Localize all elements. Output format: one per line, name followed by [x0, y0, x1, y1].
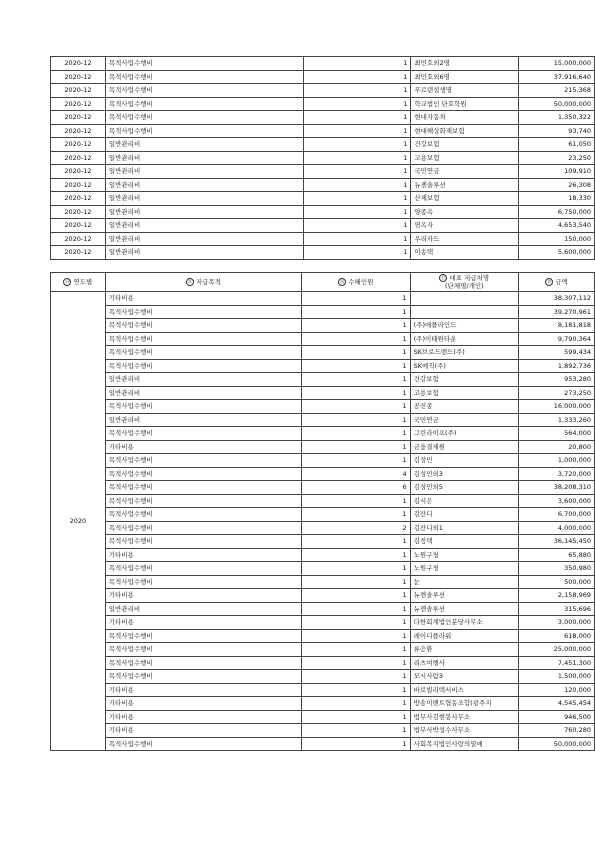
cell-amount: 953,280	[519, 373, 595, 387]
cell-payee: 건강보험	[411, 138, 518, 152]
cell-payee: 최민호외2명	[411, 57, 518, 71]
table-row	[51, 373, 595, 387]
cell-payee: 공진종	[410, 400, 518, 414]
cell-recipients: 1	[303, 205, 411, 219]
table-row	[51, 319, 595, 333]
cell-purpose: 목적사업수행비	[105, 535, 301, 549]
table-row	[51, 508, 595, 522]
cell-amount: 273,250	[519, 386, 595, 400]
cell-payee: 눈	[410, 575, 518, 589]
cell-recipients: 1	[302, 589, 411, 603]
cell-amount: 15,000,000	[518, 57, 594, 71]
cell-purpose: 기타비용	[105, 724, 301, 738]
cell-amount: 599,434	[519, 346, 595, 360]
cell-amount: 38,208,310	[519, 481, 595, 495]
cell-recipients: 1	[302, 373, 411, 387]
cell-amount: 1,333,260	[519, 413, 595, 427]
table-row	[51, 670, 595, 684]
cell-purpose: 목적사업수행비	[105, 508, 301, 522]
cell-amount: 4,653,540	[518, 219, 594, 233]
cell-amount: 760,280	[519, 724, 595, 738]
cell-amount: 18,330	[518, 192, 594, 206]
cell-amount: 1,000,000	[519, 454, 595, 468]
table-row	[51, 346, 595, 360]
cell-amount: 4,000,000	[519, 521, 595, 535]
cell-date: 2020-12	[51, 111, 106, 125]
cell-recipients: 1	[302, 332, 411, 346]
cell-payee: 뉴젠솔루션	[411, 178, 518, 192]
cell-recipients: 1	[303, 84, 411, 98]
cell-date: 2020-12	[51, 192, 106, 206]
cell-recipients: 1	[303, 70, 411, 84]
header-amount: ⑱ 금액	[519, 273, 595, 292]
cell-recipients: 6	[302, 481, 411, 495]
cell-recipients: 1	[302, 575, 411, 589]
cell-recipients: 1	[302, 413, 411, 427]
cell-purpose: 일반관리비	[105, 192, 303, 206]
table-row	[51, 413, 595, 427]
table-row	[51, 138, 595, 152]
cell-amount: 39,270,961	[519, 305, 595, 319]
cell-purpose: 목적사업수행비	[105, 643, 301, 657]
cell-amount: 61,050	[518, 138, 594, 152]
table-row	[51, 359, 595, 373]
table-row	[51, 292, 595, 306]
table-row	[51, 165, 595, 179]
cell-purpose: 기타비용	[105, 292, 301, 306]
cell-recipients: 1	[303, 57, 411, 71]
cell-amount: 350,980	[519, 562, 595, 576]
cell-recipients: 2	[302, 521, 411, 535]
cell-payee: 노원구청	[410, 562, 518, 576]
cell-amount: 1,500,000	[519, 670, 595, 684]
cell-purpose: 일반관리비	[105, 246, 303, 260]
table-row	[51, 683, 595, 697]
table-row	[51, 151, 595, 165]
cell-purpose: 목적사업수행비	[105, 629, 301, 643]
cell-recipients: 1	[302, 494, 411, 508]
cell-amount: 37,916,640	[518, 70, 594, 84]
cell-recipients: 1	[302, 724, 411, 738]
cell-payee: 산재보험	[411, 192, 518, 206]
cell-purpose: 일반관리비	[105, 205, 303, 219]
table-row	[51, 192, 595, 206]
cell-payee: 법무사박성수사무소	[410, 724, 518, 738]
cell-recipients: 1	[302, 292, 411, 306]
cell-amount: 500,000	[519, 575, 595, 589]
cell-purpose: 기타비용	[105, 589, 301, 603]
cell-amount: 1,350,322	[518, 111, 594, 125]
cell-purpose: 일반관리비	[105, 232, 303, 246]
table-row	[51, 494, 595, 508]
cell-payee: 이송택	[411, 246, 518, 260]
cell-recipients: 1	[302, 697, 411, 711]
cell-amount: 7,451,300	[519, 656, 595, 670]
cell-recipients: 1	[303, 246, 411, 260]
cell-amount: 9,790,364	[519, 332, 595, 346]
cell-purpose: 기타비용	[105, 440, 301, 454]
cell-date: 2020-12	[51, 165, 106, 179]
header-purpose: ⑮ 지급목적	[105, 273, 301, 292]
cell-payee: 건강보험	[410, 373, 518, 387]
table-row	[51, 386, 595, 400]
cell-amount: 315,696	[519, 602, 595, 616]
cell-recipients: 1	[302, 683, 411, 697]
cell-purpose: 기타비용	[105, 697, 301, 711]
cell-purpose: 목적사업수행비	[105, 481, 301, 495]
cell-amount: 38,307,112	[519, 292, 595, 306]
cell-payee: 학교법인 단호학원	[411, 97, 518, 111]
cell-purpose: 목적사업수행비	[105, 319, 301, 333]
table-row	[51, 97, 595, 111]
table-row	[51, 535, 595, 549]
table-row	[51, 427, 595, 441]
table-row	[51, 656, 595, 670]
cell-payee: 현대자동차	[411, 111, 518, 125]
cell-amount: 20,800	[519, 440, 595, 454]
table-row	[51, 467, 595, 481]
cell-recipients: 1	[302, 562, 411, 576]
cell-payee: 노원구청	[410, 548, 518, 562]
cell-payee: (주)애플라인드	[410, 319, 518, 333]
cell-recipients: 1	[302, 400, 411, 414]
cell-recipients: 1	[302, 359, 411, 373]
cell-payee: 김성민	[410, 454, 518, 468]
table-row	[51, 246, 595, 260]
cell-date: 2020-12	[51, 205, 106, 219]
cell-purpose: 기타비용	[105, 683, 301, 697]
table-row	[51, 710, 595, 724]
cell-amount: 946,500	[519, 710, 595, 724]
cell-purpose: 목적사업수행비	[105, 670, 301, 684]
cell-amount: 8,181,818	[519, 319, 595, 333]
table-row	[51, 400, 595, 414]
cell-recipients: 1	[302, 737, 411, 751]
cell-purpose: 일반관리비	[105, 386, 301, 400]
cell-purpose: 목적사업수행비	[105, 521, 301, 535]
cell-amount: 26,308	[518, 178, 594, 192]
table-row	[51, 70, 595, 84]
cell-recipients: 1	[302, 656, 411, 670]
cell-recipients: 1	[302, 629, 411, 643]
cell-payee: 염옥자	[411, 219, 518, 233]
cell-amount: 2,158,969	[519, 589, 595, 603]
cell-purpose: 목적사업수행비	[105, 562, 301, 576]
cell-purpose: 목적사업수행비	[105, 111, 303, 125]
table-row	[51, 548, 595, 562]
table-row	[51, 737, 595, 751]
cell-recipients: 1	[302, 643, 411, 657]
cell-recipients: 1	[303, 111, 411, 125]
table-header-row	[51, 273, 595, 292]
cell-recipients: 1	[302, 305, 411, 319]
cell-payee: 국민연금	[411, 165, 518, 179]
cell-payee: 현대해상화재보험	[411, 124, 518, 138]
cell-recipients: 1	[302, 535, 411, 549]
cell-recipients: 1	[302, 427, 411, 441]
cell-purpose: 목적사업수행비	[105, 359, 301, 373]
cell-payee: 뉴젠솔루션	[410, 589, 518, 603]
cell-purpose: 목적사업수행비	[105, 84, 303, 98]
table-row	[51, 440, 595, 454]
cell-purpose: 목적사업수행비	[105, 427, 301, 441]
cell-payee: 최민호외6명	[411, 70, 518, 84]
cell-purpose: 일반관리비	[105, 165, 303, 179]
cell-purpose: 일반관리비	[105, 413, 301, 427]
table-row	[51, 454, 595, 468]
cell-payee: 김정택	[410, 535, 518, 549]
cell-purpose: 목적사업수행비	[105, 97, 303, 111]
cell-payee: 김잔디	[410, 508, 518, 522]
table-row	[51, 178, 595, 192]
cell-payee: (주)이태원타운	[410, 332, 518, 346]
table-row	[51, 481, 595, 495]
cell-amount: 6,750,000	[518, 205, 594, 219]
cell-recipients: 1	[303, 192, 411, 206]
bottom-table	[50, 272, 595, 751]
cell-purpose: 목적사업수행비	[105, 305, 301, 319]
cell-payee: 모시사람3	[410, 670, 518, 684]
table-row	[51, 111, 595, 125]
cell-payee: SK매직(주)	[410, 359, 518, 373]
cell-payee: 우리카드	[411, 232, 518, 246]
cell-date: 2020-12	[51, 151, 106, 165]
cell-payee	[410, 305, 518, 319]
cell-purpose: 일반관리비	[105, 373, 301, 387]
cell-recipients: 1	[302, 319, 411, 333]
cell-payee: 법무사김현봉사무소	[410, 710, 518, 724]
cell-purpose: 기타비용	[105, 710, 301, 724]
cell-recipients: 1	[302, 670, 411, 684]
cell-amount: 3,600,000	[519, 494, 595, 508]
cell-payee: 바로빌리텍서비스	[410, 683, 518, 697]
cell-purpose: 목적사업수행비	[105, 454, 301, 468]
cell-amount: 5,600,000	[518, 246, 594, 260]
cell-payee: 금융결제원	[410, 440, 518, 454]
table-row	[51, 616, 595, 630]
cell-payee: 고용보험	[411, 151, 518, 165]
header-year: ⑭ 연도별	[51, 273, 106, 292]
table-row	[51, 205, 595, 219]
cell-payee: 김잔디외1	[410, 521, 518, 535]
cell-recipients: 1	[303, 232, 411, 246]
cell-amount: 50,000,000	[519, 737, 595, 751]
cell-date: 2020-12	[51, 124, 106, 138]
cell-date: 2020-12	[51, 219, 106, 233]
cell-amount: 6,700,000	[519, 508, 595, 522]
cell-amount: 36,145,450	[519, 535, 595, 549]
cell-payee: 국민연금	[410, 413, 518, 427]
cell-payee: 다한회계법인분당사무소	[410, 616, 518, 630]
cell-recipients: 1	[302, 508, 411, 522]
cell-payee: 김성민외3	[410, 467, 518, 481]
cell-purpose: 목적사업수행비	[105, 332, 301, 346]
top-table	[50, 56, 595, 260]
cell-date: 2020-12	[51, 246, 106, 260]
table-row	[51, 629, 595, 643]
cell-payee: 푸르덴셜생명	[411, 84, 518, 98]
cell-recipients: 1	[302, 548, 411, 562]
cell-purpose: 목적사업수행비	[105, 467, 301, 481]
cell-amount: 150,000	[518, 232, 594, 246]
cell-date: 2020-12	[51, 178, 106, 192]
cell-amount: 50,000,000	[518, 97, 594, 111]
cell-payee: 뉴젠솔루션	[410, 602, 518, 616]
cell-date: 2020-12	[51, 97, 106, 111]
cell-amount: 3,720,000	[519, 467, 595, 481]
table-row	[51, 84, 595, 98]
cell-recipients: 1	[302, 440, 411, 454]
cell-recipients: 1	[303, 151, 411, 165]
cell-purpose: 목적사업수행비	[105, 737, 301, 751]
table-row	[51, 697, 595, 711]
cell-amount: 564,000	[519, 427, 595, 441]
header-recipients: ⑯ 수혜인원	[302, 273, 411, 292]
cell-recipients: 1	[303, 124, 411, 138]
cell-amount: 16,000,000	[519, 400, 595, 414]
cell-date: 2020-12	[51, 70, 106, 84]
cell-amount: 25,000,000	[519, 643, 595, 657]
cell-amount: 3,000,000	[519, 616, 595, 630]
cell-recipients: 1	[303, 165, 411, 179]
cell-amount: 65,880	[519, 548, 595, 562]
cell-purpose: 목적사업수행비	[105, 400, 301, 414]
cell-amount: 215,368	[518, 84, 594, 98]
cell-amount: 93,740	[518, 124, 594, 138]
cell-purpose: 일반관리비	[105, 602, 301, 616]
table-row	[51, 724, 595, 738]
table-row	[51, 124, 595, 138]
table-row	[51, 57, 595, 71]
cell-purpose: 목적사업수행비	[105, 656, 301, 670]
cell-payee: 사회복지법인사랑의열매	[410, 737, 518, 751]
cell-purpose: 일반관리비	[105, 219, 303, 233]
cell-purpose: 일반관리비	[105, 151, 303, 165]
cell-payee	[410, 292, 518, 306]
cell-recipients: 1	[303, 138, 411, 152]
cell-recipients: 1	[303, 97, 411, 111]
table-row	[51, 521, 595, 535]
cell-amount: 4,545,454	[519, 697, 595, 711]
cell-payee: 그린라이프(주)	[410, 427, 518, 441]
cell-payee: 김시은	[410, 494, 518, 508]
table-row	[51, 602, 595, 616]
cell-payee: 리츠여행사	[410, 656, 518, 670]
table-row	[51, 219, 595, 233]
cell-recipients: 1	[303, 178, 411, 192]
cell-recipients: 1	[302, 602, 411, 616]
cell-purpose: 목적사업수행비	[105, 494, 301, 508]
cell-amount: 109,910	[518, 165, 594, 179]
table-row	[51, 305, 595, 319]
table-row	[51, 332, 595, 346]
cell-recipients: 1	[302, 616, 411, 630]
cell-date: 2020-12	[51, 232, 106, 246]
cell-purpose: 기타비용	[105, 548, 301, 562]
cell-recipients: 1	[303, 219, 411, 233]
cell-purpose: 목적사업수행비	[105, 124, 303, 138]
cell-amount: 120,000	[519, 683, 595, 697]
cell-amount: 618,000	[519, 629, 595, 643]
cell-recipients: 1	[302, 346, 411, 360]
cell-payee: SK브로드밴드(주)	[410, 346, 518, 360]
cell-purpose: 일반관리비	[105, 178, 303, 192]
cell-purpose: 일반관리비	[105, 138, 303, 152]
cell-payee: 레이디플라워	[410, 629, 518, 643]
cell-recipients: 1	[302, 710, 411, 724]
cell-payee: 류승환	[410, 643, 518, 657]
cell-recipients: 4	[302, 467, 411, 481]
table-row	[51, 575, 595, 589]
header-payee: ⑰ 대표 지급처명 (단체명/개인)	[410, 273, 518, 292]
cell-date: 2020-12	[51, 138, 106, 152]
cell-purpose: 목적사업수행비	[105, 346, 301, 360]
cell-payee: 김성민외5	[410, 481, 518, 495]
cell-amount: 23,250	[518, 151, 594, 165]
cell-payee: 양종옥	[411, 205, 518, 219]
cell-payee: 방송이벤트협동조합(광주지	[410, 697, 518, 711]
cell-recipients: 1	[302, 386, 411, 400]
cell-recipients: 1	[302, 454, 411, 468]
table-row	[51, 562, 595, 576]
table-row	[51, 589, 595, 603]
cell-purpose: 기타비용	[105, 616, 301, 630]
table-row	[51, 643, 595, 657]
cell-date: 2020-12	[51, 84, 106, 98]
cell-purpose: 목적사업수행비	[105, 70, 303, 84]
cell-year: 2020	[51, 292, 106, 751]
cell-purpose: 목적사업수행비	[105, 575, 301, 589]
cell-payee: 고용보험	[410, 386, 518, 400]
cell-date: 2020-12	[51, 57, 106, 71]
table-row	[51, 232, 595, 246]
cell-amount: 1,892,736	[519, 359, 595, 373]
cell-purpose: 목적사업수행비	[105, 57, 303, 71]
